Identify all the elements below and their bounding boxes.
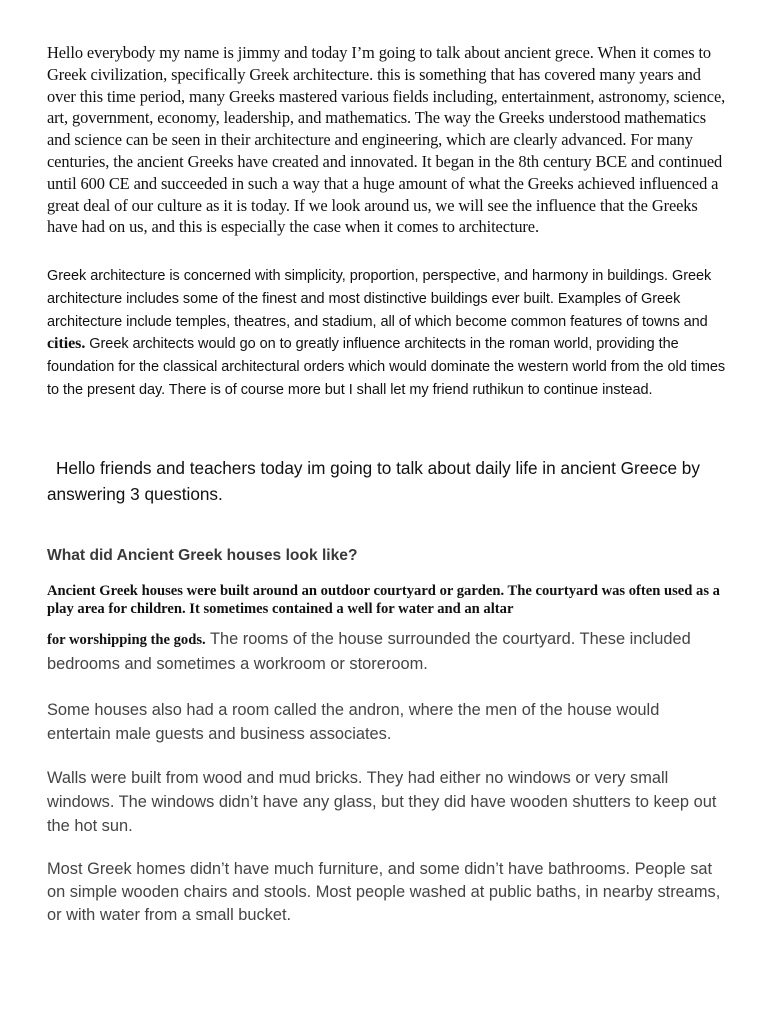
bold-word-cities: cities. — [47, 335, 86, 353]
rooms-rest-text: The rooms of the house surrounded the courtyard. These included bedrooms and sometimes a workroom or storeroom. — [47, 630, 691, 673]
intro-paragraph-serif: Hello everybody my name is jimmy and today I’m going to talk about ancient grece. When it comes to Greek civilization, specifically Greek architecture. this is something that has covered many years and over this time period, many Greeks mastered various fields including, entertainment, astronomy, science, art, government, economy, leadership, and mathematics. The way the Greeks understood mathematics and science can be seen in their architecture and engineering, which are clearly advanced. For many centuries, the ancient Greeks have created and innovated. It began in the 8th century BCE and continued until 600 CE and succeeded in such a way that a huge amount of what the Greeks achieved influenced a great deal of our culture as it is today. If we look around us, we will see the influence that the Greeks have had on us, and this is especially the case when it comes to architecture. — [47, 43, 726, 237]
greeting-paragraph: Hello friends and teachers today im going to talk about daily life in ancient Greece by answering 3 questions. — [47, 458, 700, 504]
courtyard-paragraph: Ancient Greek houses were built around an outdoor courtyard or garden. The courtyard was often used as a play area for children. It sometimes contained a well for water and an altar — [47, 583, 720, 617]
rooms-lead-text: for worshipping the gods. — [47, 632, 206, 648]
intro-paragraph-continuation — [47, 265, 727, 402]
walls-paragraph: Walls were built from wood and mud bricks. They had either no windows or very small windows. The windows didn’t have any glass, but they did have wooden shutters to keep out the hot sun. — [47, 769, 717, 835]
furniture-paragraph: Most Greek homes didn’t have much furniture, and some didn’t have bathrooms. People sat on simple wooden chairs and stools. Most people washed at public baths, in nearby streams, or with water from a small bucket. — [47, 860, 721, 924]
rooms-paragraph — [47, 627, 727, 676]
section-heading: What did Ancient Greek houses look like? — [47, 547, 358, 564]
andron-paragraph: Some houses also had a room called the andron, where the men of the house would entertain male guests and business associates. — [47, 701, 660, 743]
intro-continuation-start: Greek architecture is concerned with simplicity, proportion, perspective, and harmony in buildings. Greek architecture includes some of the finest and most distinctive buildings ever built. Examples of Greek architecture include temples, theatres, and stadium, all of which become common features of towns and — [47, 268, 712, 330]
intro-continuation-end: Greek architects would go on to greatly influence architects in the roman world, providing the foundation for the classical architectural orders which would dominate the western world from the old times to the present day. There is of course more but I shall let my friend ruthikun to continue instead. — [47, 336, 726, 398]
